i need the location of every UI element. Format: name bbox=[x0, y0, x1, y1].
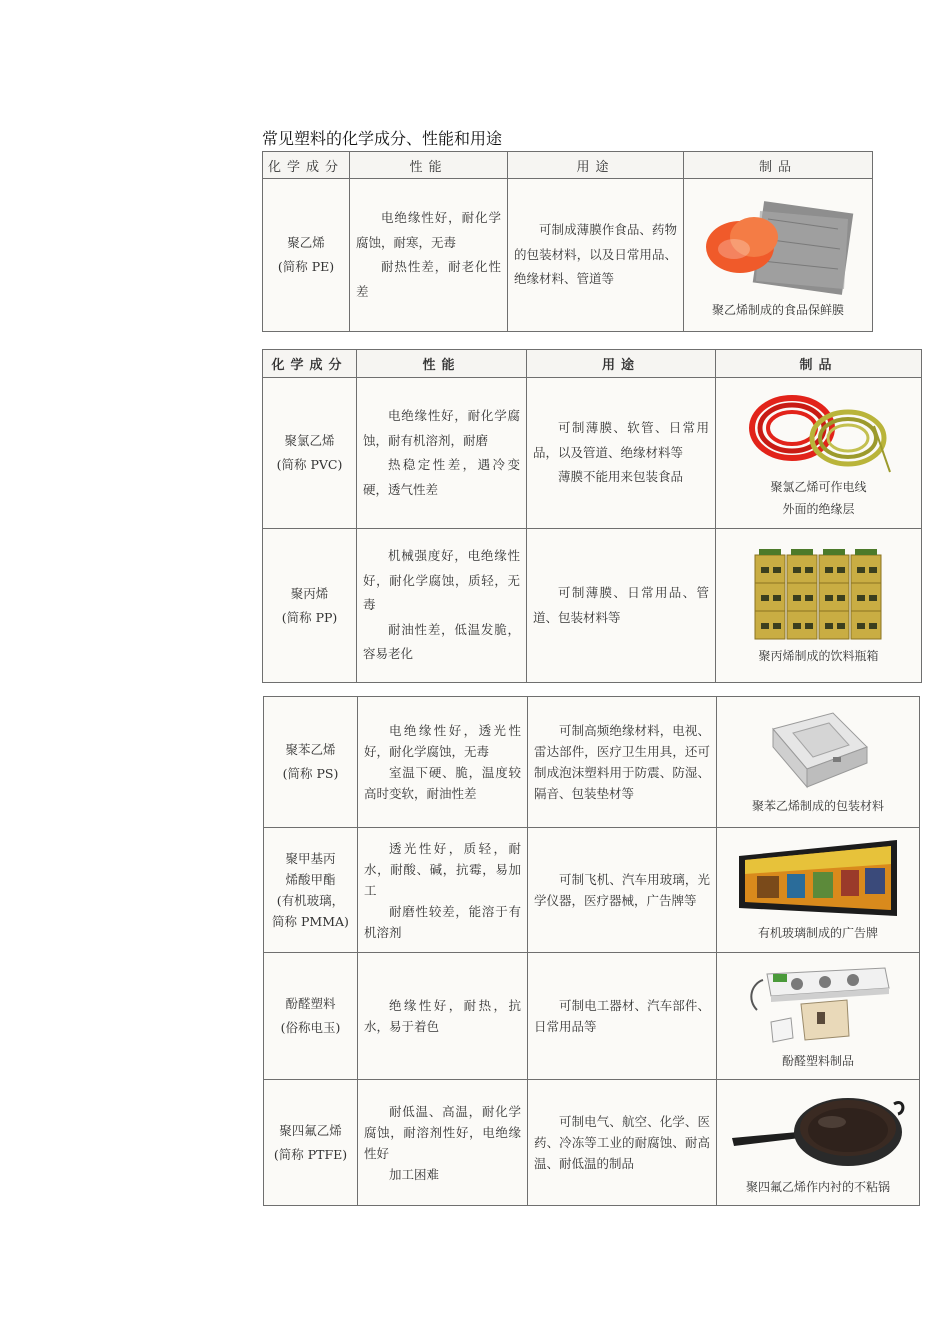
table-row bbox=[263, 529, 922, 683]
usage-cell bbox=[508, 179, 684, 332]
usage-text: 可制高频绝缘材料，电视、雷达部件，医疗卫生用具，还可制成泡沫塑料用于防震、防湿、隔音、包装垫材等 bbox=[534, 723, 710, 801]
usage-cell bbox=[528, 828, 717, 953]
product-caption: 聚苯乙烯制成的包装材料 bbox=[751, 799, 884, 813]
performance-cell bbox=[350, 179, 508, 332]
product-caption: 有机玻璃制成的广告牌 bbox=[757, 926, 878, 940]
product-cell bbox=[716, 529, 922, 683]
header-performance: 性能 bbox=[357, 350, 527, 378]
usage-cell bbox=[527, 529, 716, 683]
product-cell bbox=[684, 179, 873, 332]
composition-abbr: (简称 PP) bbox=[281, 609, 338, 625]
performance-text: 耐磨性较差，能溶于有机溶剂 bbox=[364, 903, 521, 940]
composition-name: 聚丙烯 bbox=[290, 585, 329, 601]
composition-name: 聚氯乙烯 bbox=[284, 433, 335, 448]
header-composition: 化学成分 bbox=[263, 152, 350, 179]
performance-cell bbox=[358, 1080, 528, 1206]
performance-text: 热稳定性差，遇冷变硬，透气性差 bbox=[363, 457, 520, 497]
usage-text: 薄膜不能用来包装食品 bbox=[558, 469, 684, 485]
performance-text: 室温下硬、脆，温度较高时变软，耐油性差 bbox=[364, 765, 521, 801]
product-caption: 酚醛塑料制品 bbox=[781, 1054, 854, 1068]
performance-cell bbox=[358, 828, 528, 953]
performance-text: 绝缘性好，耐热，抗水，易于着色 bbox=[364, 998, 521, 1034]
performance-text: 耐油性差，低温发脆，容易老化 bbox=[363, 621, 520, 662]
composition-cell bbox=[264, 697, 358, 828]
composition-name: 聚乙烯 bbox=[287, 235, 325, 250]
composition-abbr: (简称 PTFE) bbox=[273, 1146, 348, 1162]
performance-text: 电绝缘性好，耐化学腐蚀，耐寒，无毒 bbox=[356, 210, 501, 250]
header-usage: 用途 bbox=[508, 152, 684, 179]
product-cell bbox=[717, 953, 920, 1080]
bottle-crate-icon bbox=[749, 545, 889, 645]
performance-text: 机械强度好，电绝缘性好，耐化学腐蚀，质轻，无毒 bbox=[363, 548, 520, 613]
product-caption: 聚乙烯制成的食品保鲜膜 bbox=[711, 303, 844, 317]
electric-wire-icon bbox=[744, 386, 894, 476]
performance-cell bbox=[358, 697, 528, 828]
product-cell bbox=[717, 1080, 920, 1206]
composition-cell bbox=[263, 529, 357, 683]
usage-text: 可制飞机、汽车用玻璃，光学仪器，医疗器械，广告牌等 bbox=[534, 872, 710, 908]
usage-text: 可制电工器材、汽车部件、日常用品等 bbox=[534, 998, 710, 1034]
composition-name: 聚甲基丙 bbox=[285, 851, 336, 866]
product-caption: 聚四氟乙烯作内衬的不粘锅 bbox=[745, 1179, 890, 1194]
composition-cell bbox=[264, 828, 358, 953]
table-row bbox=[263, 179, 873, 332]
product-caption: 聚丙烯制成的饮料瓶箱 bbox=[758, 648, 879, 663]
header-composition: 化学成分 bbox=[263, 350, 357, 378]
performance-text: 电绝缘性好，透光性好，耐化学腐蚀，无毒 bbox=[364, 723, 521, 759]
performance-cell bbox=[358, 953, 528, 1080]
composition-cell bbox=[264, 953, 358, 1080]
header-product: 制品 bbox=[716, 350, 922, 378]
table-row bbox=[264, 1080, 920, 1206]
performance-cell bbox=[357, 529, 527, 683]
nonstick-pan-icon bbox=[728, 1088, 908, 1176]
usage-cell bbox=[528, 697, 717, 828]
header-product: 制品 bbox=[684, 152, 873, 179]
performance-cell bbox=[357, 378, 527, 529]
plastics-table-part-2 bbox=[262, 349, 922, 683]
usage-text: 可制薄膜、软管、日常用品，以及管道、绝缘材料等 bbox=[533, 420, 709, 460]
composition-abbr: (有机玻璃， bbox=[276, 893, 345, 908]
table-row bbox=[264, 828, 920, 953]
plastics-table-part-3 bbox=[263, 696, 920, 1206]
usage-text: 可制成薄膜作食品、药物的包装材料，以及日常用品、绝缘材料、管道等 bbox=[514, 222, 677, 287]
page-title: 常见塑料的化学成分、性能和用途 bbox=[262, 129, 503, 148]
composition-abbr: (简称 PE) bbox=[277, 259, 335, 274]
performance-text: 电绝缘性好，耐化学腐蚀，耐有机溶剂，耐磨 bbox=[363, 408, 520, 448]
usage-cell bbox=[528, 953, 717, 1080]
composition-abbr: (简称 PS) bbox=[282, 766, 339, 781]
composition-abbr: (简称 PVC) bbox=[276, 457, 343, 472]
usage-text: 可制电气、航空、化学、医药、冷冻等工业的耐腐蚀、耐高温、耐低温的制品 bbox=[534, 1114, 710, 1171]
table-header-row bbox=[263, 350, 922, 378]
foam-packaging-icon bbox=[763, 707, 873, 795]
header-usage: 用途 bbox=[527, 350, 716, 378]
usage-text: 可制薄膜、日常用品、管道、包装材料等 bbox=[533, 585, 709, 625]
table-row bbox=[264, 953, 920, 1080]
table-header-row bbox=[263, 152, 873, 179]
performance-text: 耐低温、高温，耐化学腐蚀，耐溶剂性好，电绝缘性好 bbox=[364, 1103, 521, 1161]
composition-name: 烯酸甲酯 bbox=[285, 872, 336, 887]
table-row bbox=[263, 378, 922, 529]
product-caption: 聚氯乙烯可作电线 bbox=[770, 480, 867, 494]
plastic-wrap-icon bbox=[698, 189, 858, 299]
product-cell bbox=[717, 828, 920, 953]
composition-abbr: 简称 PMMA) bbox=[272, 914, 349, 929]
product-cell bbox=[717, 697, 920, 828]
product-caption: 外面的绝缘层 bbox=[782, 502, 855, 516]
power-strip-icon bbox=[743, 960, 893, 1050]
usage-cell bbox=[528, 1080, 717, 1206]
header-performance: 性能 bbox=[350, 152, 508, 179]
performance-text: 透光性好，质轻，耐水，耐酸、碱，抗霉，易加工 bbox=[364, 840, 521, 898]
plastics-table-part-1 bbox=[262, 151, 873, 332]
composition-abbr: (俗称电玉) bbox=[280, 1020, 341, 1035]
composition-name: 聚苯乙烯 bbox=[285, 742, 336, 757]
usage-cell bbox=[527, 378, 716, 529]
performance-text: 加工困难 bbox=[389, 1166, 440, 1182]
billboard-icon bbox=[733, 836, 903, 922]
performance-text: 耐热性差，耐老化性差 bbox=[356, 259, 501, 299]
product-cell bbox=[716, 378, 922, 529]
table-row bbox=[264, 697, 920, 828]
composition-cell bbox=[263, 179, 350, 332]
composition-cell bbox=[263, 378, 357, 529]
composition-name: 酚醛塑料 bbox=[285, 996, 336, 1011]
composition-name: 聚四氟乙烯 bbox=[279, 1122, 342, 1138]
composition-cell bbox=[264, 1080, 358, 1206]
